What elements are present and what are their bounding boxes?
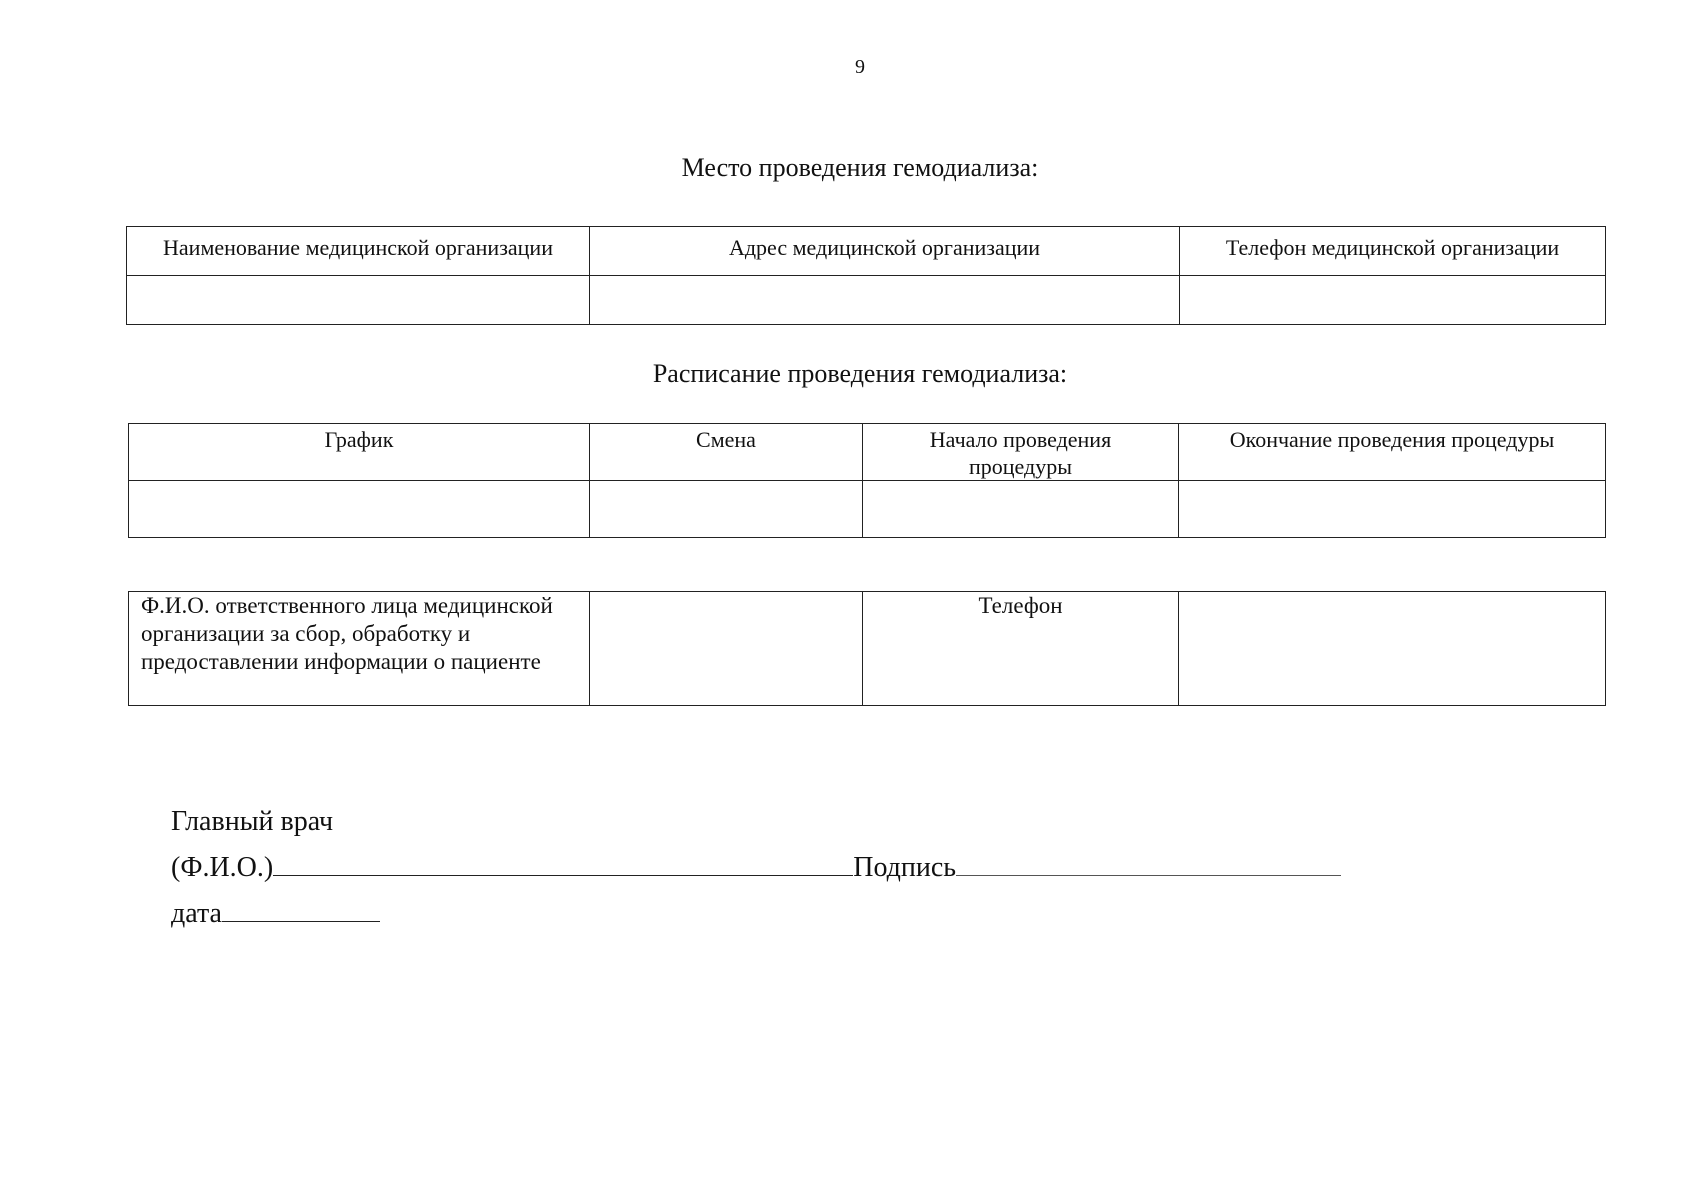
chief-doctor-label: Главный врач xyxy=(171,806,334,837)
responsible-row xyxy=(129,592,1606,706)
page-number: 9 xyxy=(855,56,865,78)
schedule-graph-header: График xyxy=(129,424,590,481)
signature-label: Подпись xyxy=(853,852,957,883)
schedule-start-header: Начало проведения процедуры xyxy=(863,424,1179,481)
schedule-table xyxy=(128,423,1606,538)
schedule-header-row xyxy=(129,424,1606,481)
responsible-table xyxy=(128,591,1606,706)
place-section-title: Место проведения гемодиализа: xyxy=(681,153,1039,182)
responsible-phone-cell[interactable] xyxy=(1179,592,1606,706)
org-phone-header: Телефон медицинской организации xyxy=(1180,227,1606,276)
place-header-row xyxy=(127,227,1606,276)
schedule-end-cell[interactable] xyxy=(1179,481,1606,538)
org-name-header: Наименование медицинской организации xyxy=(127,227,590,276)
schedule-end-header: Окончание проведения процедуры xyxy=(1179,424,1606,481)
fio-field[interactable] xyxy=(273,853,853,876)
signature-line xyxy=(171,852,1341,884)
schedule-value-row xyxy=(129,481,1606,538)
org-address-header: Адрес медицинской организации xyxy=(590,227,1180,276)
date-label: дата xyxy=(171,898,222,929)
fio-label: (Ф.И.О.) xyxy=(171,852,274,883)
place-value-row xyxy=(127,276,1606,325)
org-name-cell[interactable] xyxy=(127,276,590,325)
date-field[interactable] xyxy=(222,899,380,922)
schedule-shift-cell[interactable] xyxy=(590,481,863,538)
responsible-label: Ф.И.О. ответственного лица медицинской организации за сбор, обработку и предоставлении информации о пациенте xyxy=(129,592,590,706)
schedule-graph-cell[interactable] xyxy=(129,481,590,538)
org-phone-cell[interactable] xyxy=(1180,276,1606,325)
schedule-section-title: Расписание проведения гемодиализа: xyxy=(652,359,1068,388)
place-table xyxy=(126,226,1606,325)
date-line xyxy=(171,898,380,930)
responsible-phone-label: Телефон xyxy=(863,592,1179,706)
responsible-name-cell[interactable] xyxy=(590,592,863,706)
org-address-cell[interactable] xyxy=(590,276,1180,325)
schedule-start-cell[interactable] xyxy=(863,481,1179,538)
signature-field[interactable] xyxy=(956,853,1341,876)
schedule-shift-header: Смена xyxy=(590,424,863,481)
